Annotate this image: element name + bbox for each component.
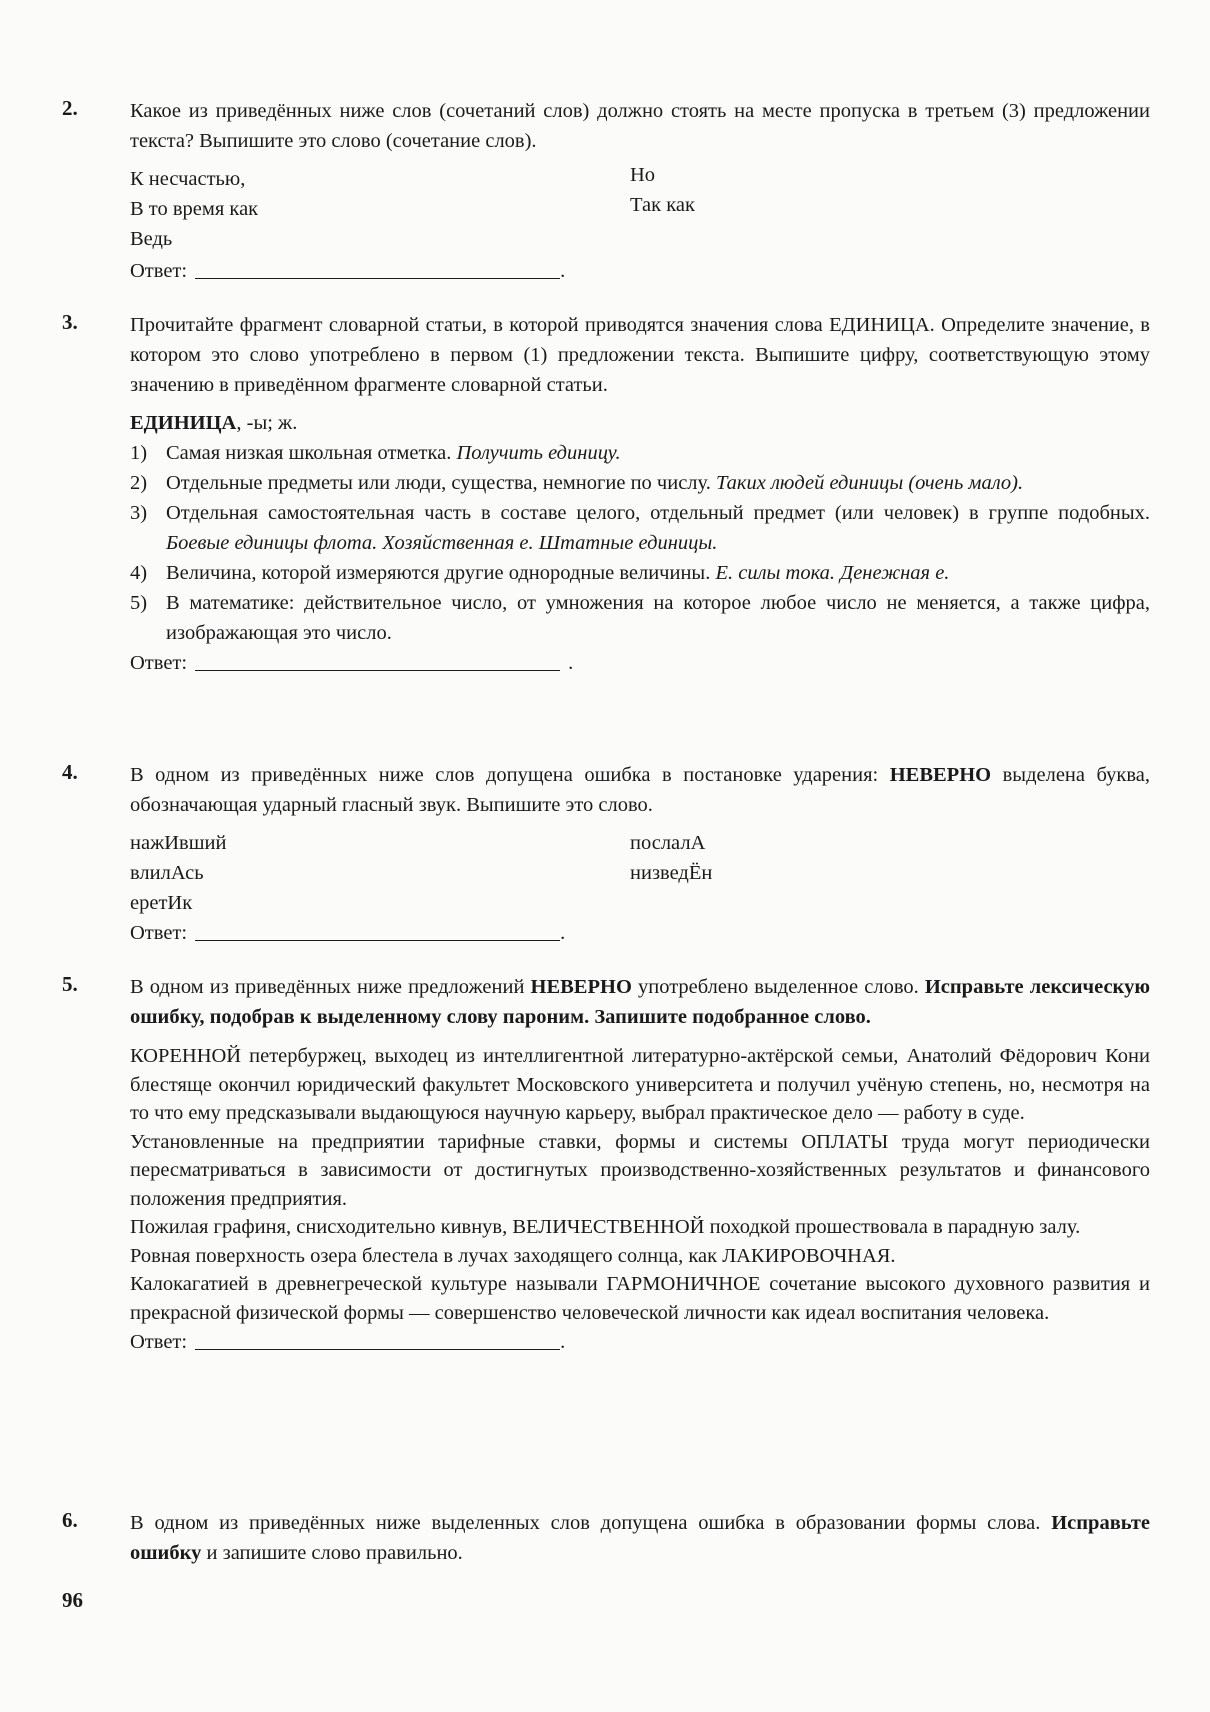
option: Ведь [130,228,173,250]
meaning-text: Величина, которой измеряются другие однородные величины. [166,562,716,584]
task-body [130,96,1150,286]
task-question [130,1508,1150,1568]
option: низведЁн [630,862,713,884]
task-body [130,760,1150,948]
meaning-item [130,438,1150,468]
meaning-item [130,498,1150,558]
task-question [130,972,1150,1032]
option: еретИк [130,892,193,914]
headword: ЕДИНИЦА [130,412,237,434]
page-number: 96 [62,1588,83,1612]
task-body [130,1508,1150,1568]
question-text: и запишите слово правильно. [201,1542,463,1564]
answer-label: Ответ: [130,1331,188,1353]
question-emphasis: НЕВЕРНО [530,976,632,998]
answer-options [130,164,1150,256]
task-question: Прочитайте фрагмент словарной статьи, в которой приводятся значения слова ЕДИНИЦА. Определите значение, в котором это слово употреблено в первом (1) предложении текста. Выпишите цифру, соответствующую этому значению в приведённом фрагменте словарной статьи. [130,314,1150,396]
meaning-example: Получить единицу. [456,442,621,464]
meaning-example: Боевые единицы флота. Хозяйственная е. Штатные единицы. [166,532,718,554]
meaning-text: Самая низкая школьная отметка. [166,442,457,464]
answer-end: . [560,1331,566,1353]
task-number: 5. [62,972,78,996]
task-question: Какое из приведённых ниже слов (сочетаний слов) должно стоять на месте пропуска в третьем (3) предложении текста? Выпишите это слово (сочетание слов). [130,100,1150,152]
meaning-text: Отдельные предметы или люди, существа, немногие по числу. [166,472,716,494]
option: К несчастью, [130,168,246,190]
answer-options [130,828,1150,918]
sentence: Пожилая графиня, снисходительно кивнув, ВЕЛИЧЕСТВЕННОЙ походкой прошествовала в парадную залу. [130,1216,1081,1238]
answer-end: . [560,922,566,944]
answer-end: . [560,260,566,282]
option: нажИвший [130,832,227,854]
answer-blank[interactable] [195,258,560,279]
task-question [130,760,1150,820]
answer-label: Ответ: [130,652,188,674]
task-number: 6. [62,1508,78,1532]
option: В то время как [130,198,259,220]
question-emphasis: Исправьте ошибку [130,1512,1150,1564]
task-body [130,310,1150,678]
answer-label: Ответ: [130,260,188,282]
answer-row [130,918,1150,948]
meaning-item [130,558,1150,588]
answer-blank[interactable] [195,920,560,941]
answer-row [130,256,1150,286]
question-emphasis: НЕВЕРНО [889,764,992,786]
question-text: В одном из приведённых ниже предложений [130,976,531,998]
option: влилАсь [130,862,204,884]
meaning-number: 2) [130,472,148,494]
meaning-number: 4) [130,562,148,584]
task-body [130,972,1150,1357]
dictionary-headword [130,408,1150,438]
answer-row [130,1327,1150,1357]
headword-grammar: , -ы; ж. [236,412,298,434]
option: послалА [630,832,706,854]
meaning-number: 3) [130,502,148,524]
sentence: Ровная поверхность озера блестела в лучах заходящего солнца, как ЛАКИРОВОЧНАЯ. [130,1244,896,1267]
option: Но [630,164,656,186]
task-number: 4. [62,760,78,784]
sentence: КОРЕННОЙ петербуржец, выходец из интеллигентной литературно-актёрской семьи, Анатолий Фёдорович Кони блестяще окончил юридический факультет Московского университета и получил учёную степень, но, несмотря на то что ему предсказывали выдающуюся научную карьеру, выбрал практическое дело — работу в суде. [130,1045,1150,1124]
meaning-example: Таких людей единицы (очень мало). [716,472,1024,494]
meaning-number: 5) [130,592,148,614]
sentence: Установленные на предприятии тарифные ставки, формы и системы ОПЛАТЫ труда могут периодически пересматриваться в зависимости от достигнутых производственно-хозяйственных результатов и финансового положения предприятия. [130,1130,1150,1210]
meaning-number: 1) [130,442,148,464]
meaning-example: Е. силы тока. Денежная е. [715,562,950,584]
answer-label: Ответ: [130,922,188,944]
meaning-text: В математике: действительное число, от умножения на которое любое число не меняется, а также цифра, изображающая это число. [166,592,1150,644]
sentence: Калокагатией в древнегреческой культуре называли ГАРМОНИЧНОЕ сочетание высокого духовного развития и прекрасной физической формы — совершенство человеческой личности как идеал воспитания человека. [130,1273,1150,1324]
question-instruction: Исправьте лексическую ошибку, подобрав к выделенному слову пароним. Запишите подобранное слово. [130,976,1150,1028]
task-number: 2. [62,96,78,120]
meaning-item [130,468,1150,498]
question-text: употреблено выделенное слово. [631,976,925,998]
question-text: В одном из приведённых ниже выделенных слов допущена ошибка в образовании формы слова. [130,1512,1052,1534]
answer-row [130,648,1150,678]
question-text: В одном из приведённых ниже слов допущена ошибка в постановке ударения: [130,764,890,786]
meaning-text: Отдельная самостоятельная часть в составе целого, отдельный предмет (или человек) в группе подобных. [166,502,1150,524]
answer-blank[interactable] [195,1329,560,1350]
task-number: 3. [62,310,78,334]
answer-end: . [568,652,574,674]
answer-blank[interactable] [195,650,560,671]
option: Так как [630,194,695,216]
question-text: выделена буква, обозначающая ударный гласный звук. Выпишите это слово. [130,764,1151,816]
meaning-item [130,588,1150,648]
